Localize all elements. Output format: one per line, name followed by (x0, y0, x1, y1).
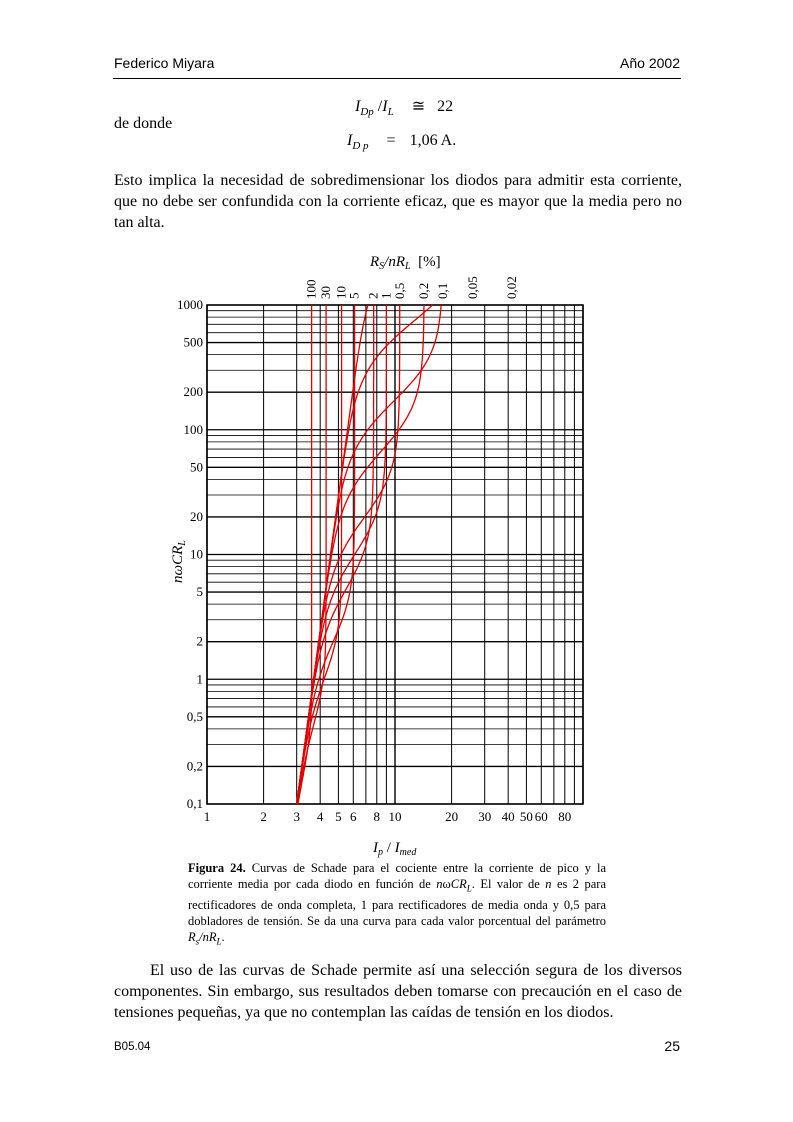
y-tick-label: 500 (183, 334, 203, 350)
y-tick-label: 20 (190, 508, 203, 524)
y-tick-label: 5 (196, 584, 203, 600)
figure-caption (188, 860, 606, 949)
series-label: 30 (318, 286, 334, 299)
y-tick-label: 50 (190, 459, 203, 475)
caption-var-5: /nR (199, 929, 217, 944)
caption-var-4-sub: s (195, 936, 200, 946)
eq1-value: 22 (437, 98, 454, 115)
caption-text-2: . El valor de (471, 877, 546, 891)
x-tick-label: 50 (519, 809, 533, 824)
caption-var-5-sub: L (216, 936, 222, 946)
eq1-var-c-sub: L (387, 106, 394, 119)
series-label: 0,1 (434, 282, 450, 299)
x-tick-label: 4 (316, 809, 324, 824)
y-tick-label: 0,5 (186, 708, 203, 724)
x-tick-label: 10 (388, 809, 402, 824)
x-tick-label: 2 (260, 809, 267, 824)
eq2-value: 1,06 A. (409, 132, 457, 149)
series-label: 0,05 (465, 276, 481, 299)
y-tick-label: 0,2 (186, 758, 203, 774)
y-tick-label: 1 (196, 671, 203, 687)
x-tick-label: 60 (534, 809, 548, 824)
caption-var-2-sub: L (466, 883, 472, 894)
chart-title: $R_S/nR_L$ [%] (370, 254, 441, 272)
header-year: Año 2002 (620, 55, 680, 71)
caption-text-1: Curvas de Schade para el cociente entre la corriente de pico y la corriente media por cada diodo en función de (188, 861, 606, 891)
y-axis-label: nωCR$_L$ (170, 540, 188, 583)
series-labels (304, 276, 520, 299)
caption-var-2: CR (450, 877, 467, 891)
y-tick-label: 200 (183, 384, 203, 400)
y-tick-label: 100 (183, 421, 203, 437)
y-tick-label: 10 (190, 546, 203, 562)
eq1-var-c: I (382, 98, 388, 115)
page-number: 25 (664, 1038, 680, 1054)
y-tick-label: 2 (196, 633, 203, 649)
y-tick-label: 1000 (177, 297, 203, 312)
header-author: Federico Miyara (114, 55, 215, 71)
series-label: 1 (378, 292, 394, 299)
series-label: 2 (365, 292, 381, 299)
series-label: 5 (346, 292, 362, 299)
series-label: 0,5 (391, 282, 407, 299)
series-label: 10 (333, 286, 349, 299)
de-donde: de donde (114, 115, 173, 132)
eq1-var-a: I (355, 98, 361, 115)
caption-text-4: . (221, 929, 225, 944)
x-axis-label: $I_p / I_{med}$ (373, 840, 417, 858)
eq2-var-sub: D p (352, 140, 369, 153)
eq1-slash: / (373, 98, 383, 115)
x-tick-label: 8 (373, 809, 381, 824)
caption-var-3: n (545, 877, 552, 891)
caption-var-1: n (436, 877, 443, 891)
eq2-operator: = (386, 132, 396, 149)
series-label: 0,2 (416, 282, 432, 299)
y-tick-label: 0,1 (186, 796, 203, 811)
x-tick-label: 30 (478, 809, 492, 824)
caption-text-3: es 2 para rectificadores de onda completa, 1 para rectificadores de media onda y 0,5 para dobladores de tensión. Se da una curva para cada valor porcentual del parámetro (188, 877, 607, 928)
x-tick-label: 6 (350, 809, 357, 824)
eq2-var: I (347, 132, 353, 149)
paragraph-2: El uso de las curvas de Schade permite así una selección segura de los diversos componentes. Sin embargo, sus resultados deben tomarse con precaución en el caso de tensiones pequeñas, ya que no contemplan las caídas de tensión en los diodos. (114, 962, 682, 1021)
x-tick-label: 40 (501, 809, 515, 824)
caption-var-4: R (188, 929, 196, 944)
series-label: 100 (303, 279, 319, 299)
x-tick-label: 5 (335, 809, 342, 824)
x-tick-label: 80 (558, 809, 572, 824)
series-label: 0,02 (504, 276, 520, 299)
chart-grid (207, 305, 583, 804)
x-tick-label: 3 (293, 809, 300, 824)
eq1-operator: ≅ (411, 98, 426, 115)
caption-omega: ω (442, 877, 451, 891)
footer-code: B05.04 (114, 1041, 151, 1053)
caption-label: Figura 24. (188, 861, 246, 875)
eq1-var-a-sub: Dp (360, 106, 374, 119)
x-tick-label: 20 (445, 809, 459, 824)
paragraph-1: Esto implica la necesidad de sobredimensionar los diodos para admitir esta corriente, que no debe ser confundida con la corriente eficaz, que es mayor que la media pero no tan alta. (114, 172, 682, 231)
x-tick-labels (204, 809, 572, 824)
x-tick-label: 1 (203, 809, 211, 824)
